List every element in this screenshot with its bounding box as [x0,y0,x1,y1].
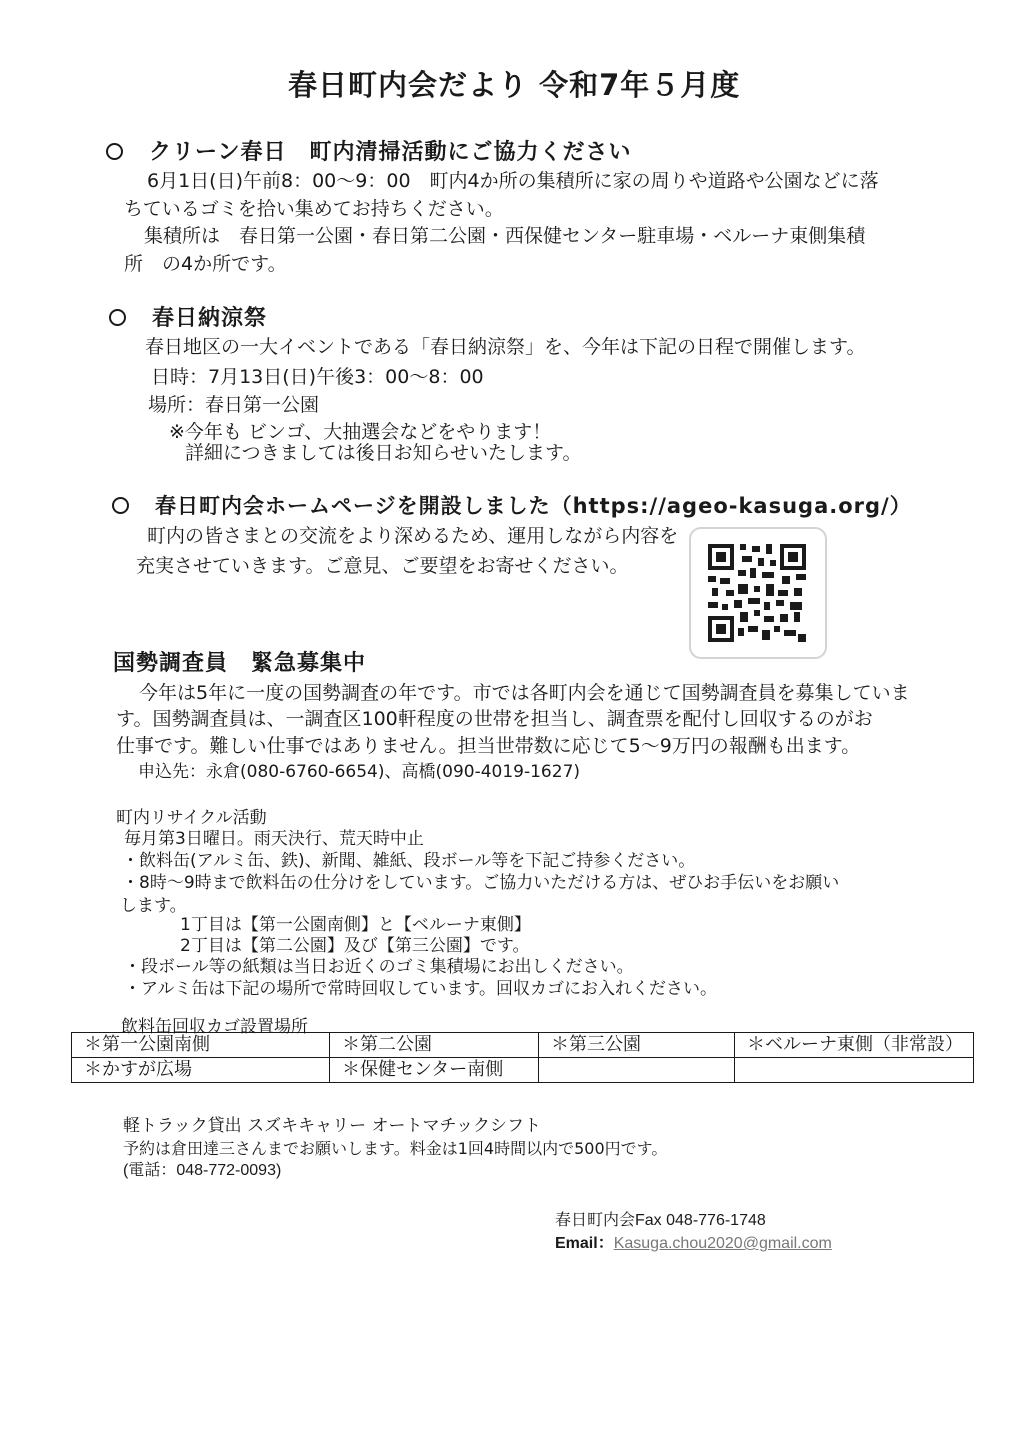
census-heading: 国勢調査員 緊急募集中 [113,651,367,676]
clean-line-3: 集積所は 春日第一公園・春日第二公園・西保健センター駐車場・ベルーナ東側集積 [144,225,866,247]
table-cell: ＊第三公園 [539,1033,735,1058]
table-row [72,1033,974,1058]
table-cell [539,1058,735,1083]
census-contact: 申込先：永倉(080-6760-6654)、高橋(090-4019-1627) [138,762,581,782]
recycle-line-4: します。 [120,896,187,916]
page-title: 春日町内会だより 令和7年５月度 [288,68,741,102]
homepage-line-1: 町内の皆さまとの交流をより深めるため、運用しながら内容を [147,525,679,547]
qr-code-graphic [708,544,806,642]
recycle-line-1: 毎月第3日曜日。雨天決行、荒天時中止 [124,829,424,849]
recycle-line-2: ・飲料缶(アルミ缶、鉄)、新聞、雑紙、段ボール等を下記ご持参ください。 [122,851,696,871]
can-locations-table [71,1032,974,1083]
recycle-line-7: ・段ボール等の紙類は当日お近くのゴミ集積場にお出しください。 [124,957,634,977]
circle-bullet-icon [106,143,123,160]
truck-phone: (電話：048-772-0093) [123,1162,282,1179]
festival-note: ※今年も ビンゴ、大抽選会などをやります！ [169,421,552,443]
recycle-heading: 町内リサイクル活動 [116,808,267,828]
census-line-2: す。国勢調査員は、一調査区100軒程度の世帯を担当し、調査票を配付し回収するのがお [116,708,873,730]
table-cell [735,1058,974,1083]
recycle-line-5: 1丁目は【第一公園南側】と【ベルーナ東側】 [180,915,531,935]
table-cell: ＊ベルーナ東側（非常設） [735,1033,974,1058]
homepage-heading: 春日町内会ホームページを開設しました（https://ageo-kasuga.org/） [112,494,912,518]
festival-details: 詳細につきましては後日お知らせいたします。 [185,442,582,464]
table-cell: ＊第一公園南側 [72,1033,330,1058]
homepage-line-2: 充実させていきます。ご意見、ご要望をお寄せください。 [136,555,629,577]
circle-bullet-icon [109,309,126,326]
recycle-line-8: ・アルミ缶は下記の場所で常時回収しています。回収カゴにお入れください。 [124,979,717,999]
footer-email-label: Email： [555,1235,614,1252]
table-cell: ＊第二公園 [330,1033,539,1058]
festival-date: 日時：7月13日(日)午後3：00～8：00 [151,366,484,388]
festival-place: 場所：春日第一公園 [148,394,320,416]
footer-email-link[interactable]: Kasuga.chou2020@gmail.com [613,1235,832,1252]
footer-email-row [555,1232,832,1256]
table-cell: ＊かすが広場 [72,1058,330,1083]
table-cell: ＊保健センター南側 [330,1058,539,1083]
truck-line-1: 軽トラック貸出 スズキキャリー オートマチックシフト [123,1116,541,1136]
table-row [72,1058,974,1083]
clean-line-4: 所 の4か所です。 [124,253,287,275]
truck-line-2: 予約は倉田達三さんまでお願いします。料金は1回4時間以内で500円です。 [123,1139,668,1158]
festival-heading: 春日納涼祭 [109,307,267,331]
clean-line-2: ちているゴミを拾い集めてお持ちください。 [124,198,504,220]
circle-bullet-icon [112,497,129,514]
clean-line-1: 6月1日(日)午前8：00～9：00 町内4か所の集積所に家の周りや道路や公園などに落 [147,170,879,192]
qr-code-icon [689,527,827,659]
census-line-3: 仕事です。難しい仕事ではありません。担当世帯数に応じて5～9万円の報酬も出ます。 [116,735,861,757]
can-locations-caption: 飲料缶回収カゴ設置場所 [121,1017,308,1037]
recycle-line-6: 2丁目は【第二公園】及び【第三公園】です。 [180,936,530,956]
footer-fax: 春日町内会Fax 048-776-1748 [555,1212,766,1229]
festival-line-1: 春日地区の一大イベントである「春日納涼祭」を、今年は下記の日程で開催します。 [145,336,866,358]
census-line-1: 今年は5年に一度の国勢調査の年です。市では各町内会を通じて国勢調査員を募集していま [139,682,910,704]
recycle-line-3: ・8時～9時まで飲料缶の仕分けをしています。ご協力いただける方は、ぜひお手伝いをお願い [122,873,840,893]
clean-heading: クリーン春日 町内清掃活動にご協力ください [106,141,632,165]
